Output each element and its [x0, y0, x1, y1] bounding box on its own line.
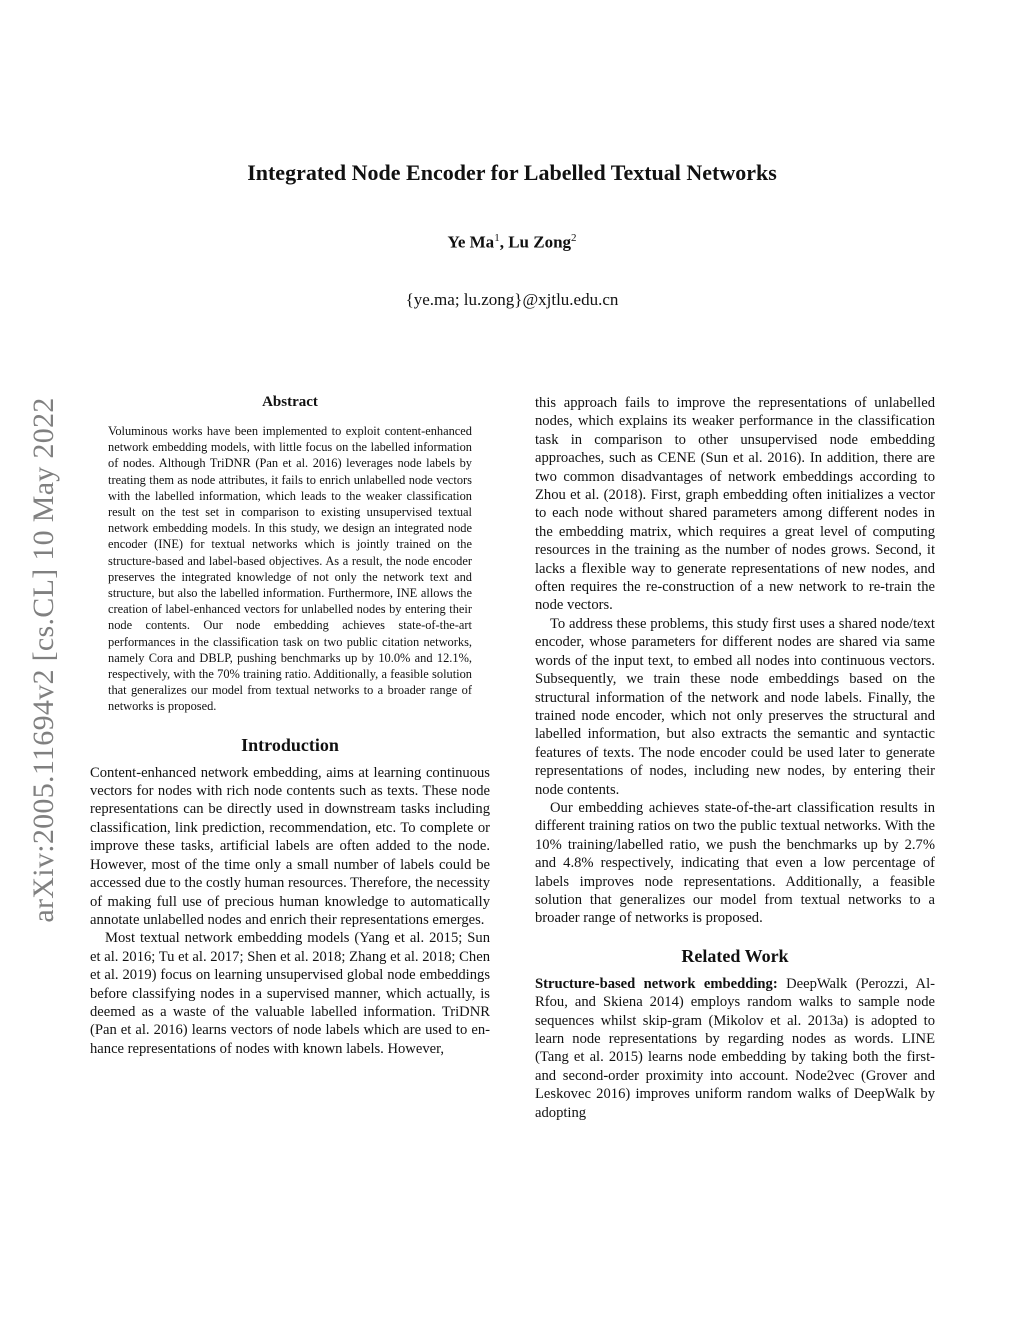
- right-column: [535, 394, 935, 1122]
- related-work-heading: Related Work: [681, 945, 789, 966]
- affiliation-marker: 2: [571, 232, 577, 244]
- affiliation-marker: 1: [494, 232, 500, 244]
- abstract-text: Voluminous works have been implemented to exploit content-enhanced network embedding models, with little focus on the labelled information of nodes. Although TriDNR (Pan et al. 2016) leverages node labels by treating them as node attributes, it fails to enrich unlabelled node vectors with the labelled information, which leads to the weaker classification result on the test set in comparison to existing unsupervised textual network embedding models. In this study, we design an integrated node encoder (INE) for textual networks which is jointly trained on the structure-based and label-based objectives. As a result, the node encoder preserves the integrated knowledge of not only the network text and structure, but also the labelled information. Furthermore, INE allows the creation of label-enhanced vectors for unlabelled nodes by entering their node contents. Our node embedding achieves state-of-the-art performances in the classification task on two public citation networks, namely Cora and DBLP, pushing benchmarks up by 10.0% and 12.1%, respectively, with the 70% training ratio. Additionally, a feasible solution that generalizes our model from textual networks to a broader range of networks is proposed.: [108, 424, 472, 714]
- introduction-paragraph: Content-enhanced network embedding, aims at learning continuous vectors for nodes with rich node contents such as texts. These node representations can be directly used in downstream tasks including classification, link prediction, recommendation, etc. To complete or improve these tasks, artificial labels are often added to the node. However, most of the time only a small number of labels could be accessed due to the costly human resources. Therefore, the necessity of making full use of precious human knowledge to automatically annotate unlabelled nodes and enrich their representations emerges.: [90, 764, 490, 928]
- related-work-paragraph: [535, 975, 935, 1122]
- paragraph-run-in-heading: Structure-based network embedding:: [535, 975, 778, 992]
- author-name: Ye Ma: [447, 232, 495, 252]
- introduction-paragraph: To address these problems, this study first uses a shared node/text encoder, whose parameters for different nodes are shared via same words of the input text, to embed all nodes into continuous vectors. Subsequently, we train these node embeddings based on the structural information of the network and node labels. Finally, the trained node encoder, which not only preserves the structural and labelled information, but also extracts the semantic and syntactic features of texts. The node encoder could be used later to generate representations of nodes, including new nodes, by entering their node contents.: [535, 615, 935, 798]
- introduction-paragraph: this approach fails to improve the representations of unlabelled nodes, which explains its weaker performance in the classification task in comparison to other unsupervised node embedding approaches, such as CENE (Sun et al. 2016). In addition, there are two common disadvantages of network embeddings according to Zhou et al. (2018). First, graph embedding often initializes a vector to each node without shared parameters among different nodes in the embedding matrix, which requires a great level of computing resources in the training as the number of nodes grows. Second, it lacks a flexible way to generate representations of new nodes, and often requires the re-construction of a new network to re-train the node vectors.: [535, 395, 935, 614]
- paragraph-body: DeepWalk (Perozzi, Al-Rfou, and Skiena 2014) employs random walks to sample node sequences whilst skip-gram (Mikolov et al. 2013a) is adopted to learn node representations by regarding nodes as words. LINE (Tang et al. 2015) learns node embedding by taking both the first- and second-order proximity into account. Node2vec (Grover and Leskovec 2016) improves uniform random walks of DeepWalk by adopting: [535, 975, 935, 1121]
- introduction-heading: Introduction: [241, 734, 339, 755]
- arxiv-identifier-stamp: arXiv:2005.11694v2 [cs.CL] 10 May 2022: [27, 397, 60, 923]
- abstract-block: [108, 394, 472, 715]
- author-separator: ,: [499, 232, 509, 252]
- abstract-heading: Abstract: [262, 394, 318, 410]
- author-line: [0, 232, 1024, 253]
- left-column: [90, 394, 490, 1058]
- introduction-paragraph: Our embedding achieves state-of-the-art classification results in different training ratios on two the public textual networks. With the 10% training/labelled ratio, we push the benchmarks up by 2.7% and 4.8% respectively, indicating that even a low percentage of labels improves node representations. Additionally, a feasible solution that generalizes our model from textual networks to a broader range of networks is proposed.: [535, 799, 935, 927]
- paper-title: Integrated Node Encoder for Labelled Textual Networks: [247, 160, 777, 185]
- author-email: {ye.ma; lu.zong}@xjtlu.edu.cn: [405, 290, 619, 309]
- author-name: Lu Zong: [508, 232, 572, 252]
- introduction-paragraph: Most textual network embedding models (Yang et al. 2015; Sun et al. 2016; Tu et al. 2017; Shen et al. 2018; Zhang et al. 2018; Chen et al. 2019) focus on learning unsupervised global node embeddings before classifying nodes in a supervised manner, which actually, is deemed as a waste of the valuable labelled information. TriDNR (Pan et al. 2016) learns vectors of node labels which are used to enhance representations of nodes with known labels. However,: [90, 930, 490, 1057]
